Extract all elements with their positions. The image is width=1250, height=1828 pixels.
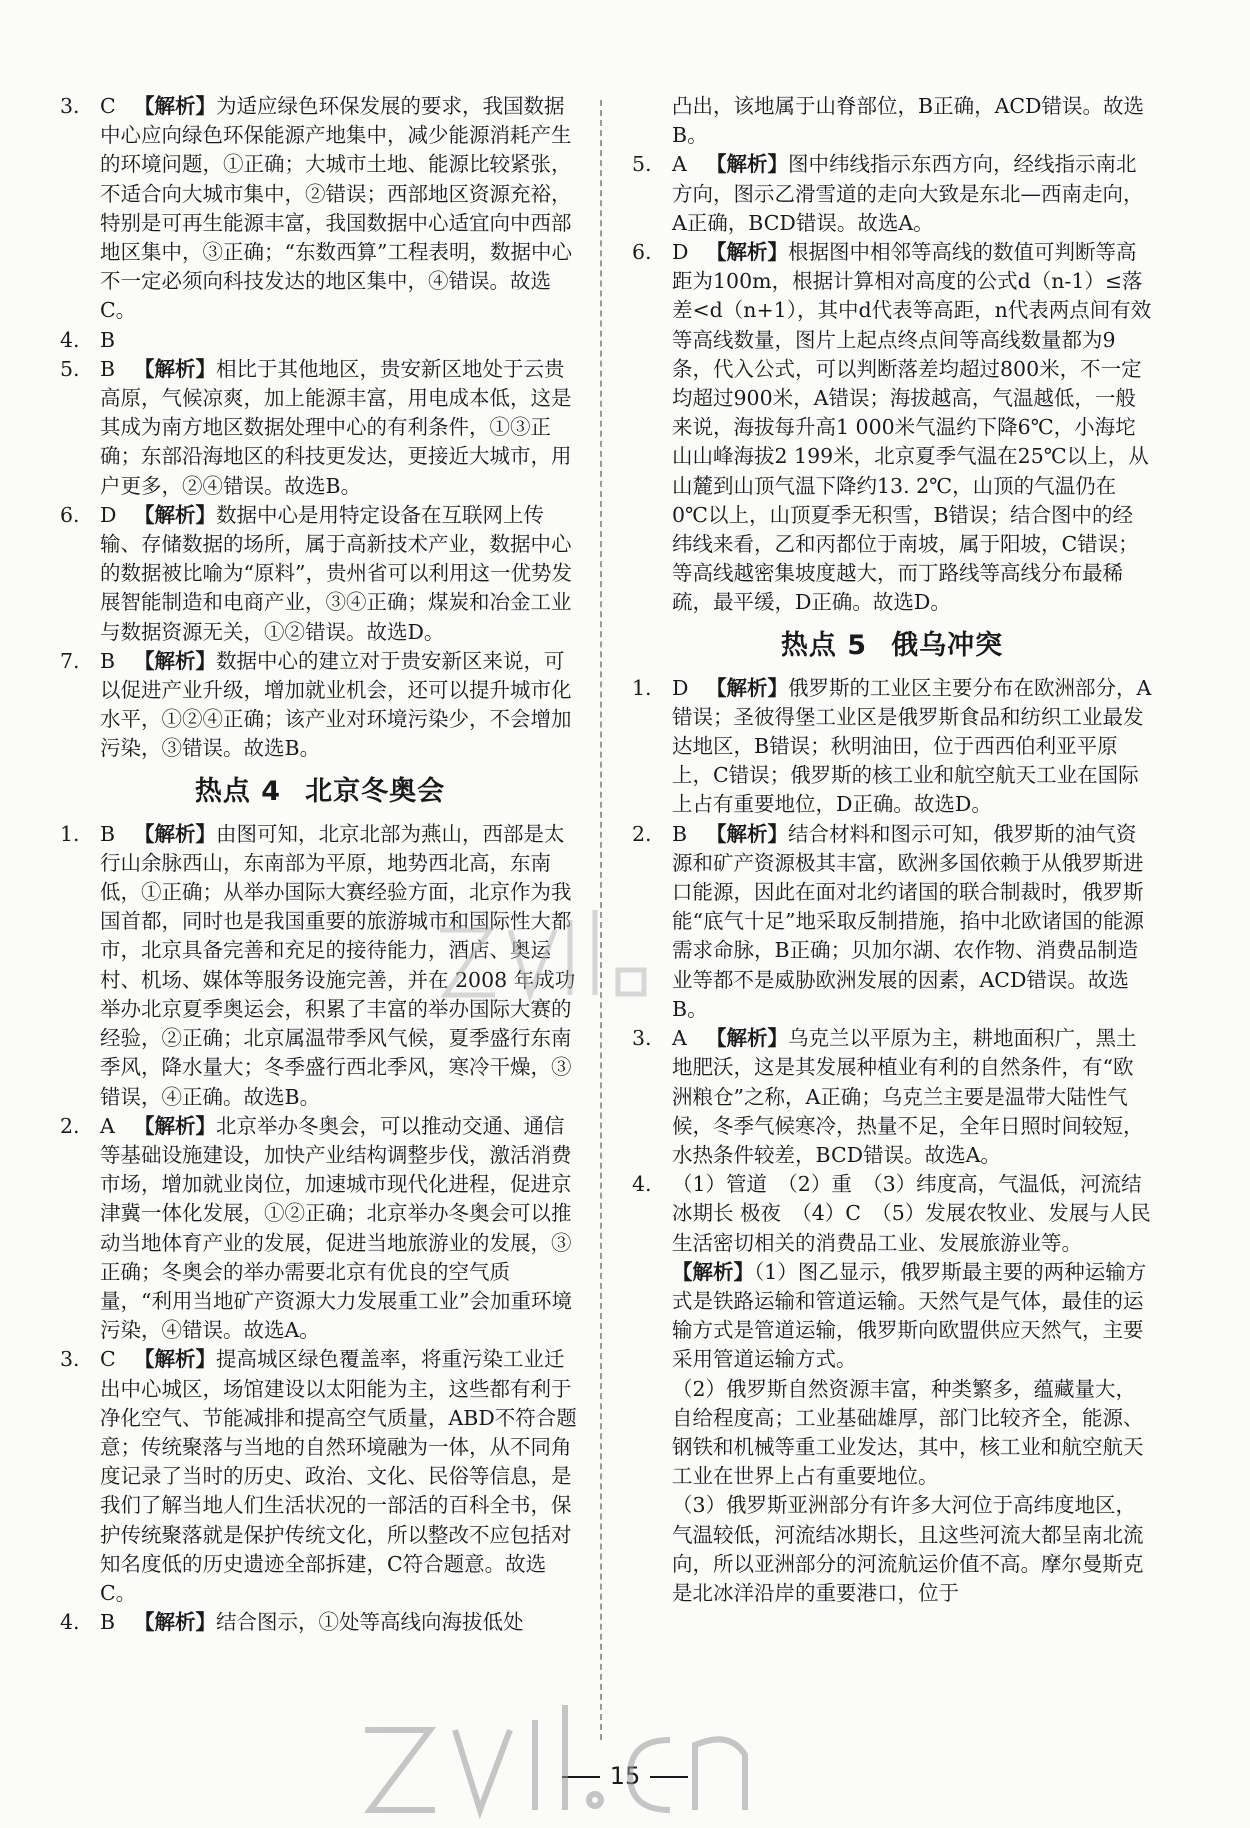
answer-letter: D xyxy=(100,502,117,527)
question-number: 5. xyxy=(60,356,80,381)
answer-item xyxy=(60,1608,580,1637)
question-number: 2. xyxy=(632,821,652,846)
analysis-text: （1）图乙显示，俄罗斯最主要的两种运输方式是铁路运输和管道运输。天然气是气体，最佳的运输方式是管道运输，俄罗斯向欧盟供应天然气，主要采用管道运输方式。 xyxy=(672,1259,1147,1372)
analysis-text: 由图可知，北京北部为燕山，西部是太行山余脉西山，东南部为平原，地势西北高，东南低，①正确；从举办国际大赛经验方面，北京作为我国首都，同时也是我国重要的旅游城市和国际性大都市，北京具备完善和充足的接待能力，酒店、奥运村、机场、媒体等服务设施完善，并在 2008 年成功举办北京夏季奥运会，积累了丰富的举办国际大赛的经验，②正确；北京属温带季风气候，夏季盛行东南季风，降水量大；冬季盛行西北季风，寒冷干燥，③错误，④正确。故选B。 xyxy=(100,821,576,1109)
answer-item xyxy=(60,326,580,355)
answer-letter: B xyxy=(100,327,116,352)
answer-letter: B xyxy=(100,356,116,381)
left-column xyxy=(60,92,580,1637)
watermark-graphic xyxy=(350,1700,770,1820)
analysis-text: （2）俄罗斯自然资源丰富，种类繁多，蕴藏量大，自给程度高；工业基础雄厚，部门比较齐全，能源、钢铁和机械等重工业发达，其中，核工业和航空航天工业在世界上占有重要地位。 xyxy=(672,1376,1144,1489)
analysis-text: 结合图示，①处等高线向海拔低处 xyxy=(216,1610,524,1635)
answer-letter: C xyxy=(100,1347,116,1372)
analysis-tag: 【解析】 xyxy=(706,240,788,265)
analysis-tag: 【解析】 xyxy=(134,1610,216,1635)
answer-letter: A xyxy=(672,152,687,177)
question-number: 7. xyxy=(60,648,80,673)
answer-letter: B xyxy=(100,821,116,846)
answer-letter: B xyxy=(100,1610,116,1635)
analysis-text: 北京举办冬奥会，可以推动交通、通信等基础设施建设，加快产业结构调整步伐，激活消费市场，增加就业岗位，加速城市现代化进程，促进京津冀一体化发展，①②正确；北京举办冬奥会可以推动当地体育产业的发展，促进当地旅游业的发展，③正确；冬奥会的举办需要北京有优良的空气质量，“利用当地矿产资源大力发展重工业”会加重环境污染，④错误。故选A。 xyxy=(100,1113,572,1343)
analysis-tag: 【解析】 xyxy=(672,1259,754,1284)
right-column xyxy=(632,92,1152,1608)
answer-item xyxy=(60,1112,580,1346)
analysis-tag: 【解析】 xyxy=(134,648,216,673)
section-title: 北京冬奥会 xyxy=(305,775,446,807)
analysis-text: 图中纬线指示东西方向，经线指示南北方向，图示乙滑雪道的走向大致是东北—西南走向，A正确，BCD错误。故选A。 xyxy=(672,152,1144,235)
answer-letter: B xyxy=(672,821,688,846)
question-number: 3. xyxy=(632,1026,652,1051)
question-number: 4. xyxy=(632,1172,652,1197)
section-number: 热点 5 xyxy=(780,629,868,661)
question-number: 1. xyxy=(60,821,80,846)
question-number: 4. xyxy=(60,327,80,352)
answer-item xyxy=(632,238,1152,618)
analysis-tag: 【解析】 xyxy=(706,1026,788,1051)
analysis-text: 提高城区绿色覆盖率，将重污染工业迁出中心城区，场馆建设以太阳能为主，这些都有利于净化空气、节能减排和提高空气质量，ABD不符合题意；传统聚落与当地的自然环境融为一体，从不同角度记录了当时的历史、政治、文化、民俗等信息，是我们了解当地人们生活状况的一部活的百科全书，保护传统聚落就是保护传统文化，所以整改不应包括对知名度低的历史遗迹全部拆建，C符合题意。故选C。 xyxy=(100,1347,577,1605)
question-number: 3. xyxy=(60,1347,80,1372)
question-number: 3. xyxy=(60,94,80,118)
analysis-tag: 【解析】 xyxy=(134,1113,216,1138)
analysis-tag: 【解析】 xyxy=(134,821,216,846)
watermark-graphic xyxy=(430,900,660,1030)
answer-item xyxy=(60,647,580,764)
answer-letter: B xyxy=(100,648,116,673)
answer-item xyxy=(632,674,1152,820)
page-number-text: 15 xyxy=(609,1762,641,1790)
answer-letter: D xyxy=(672,675,689,700)
answer-letter: A xyxy=(100,1113,115,1138)
analysis-text: 数据中心的建立对于贵安新区来说，可以促进产业升级，增加就业机会，还可以提升城市化水平，①②④正确；该产业对环境污染少，不会增加污染，③错误。故选B。 xyxy=(100,648,572,761)
answer-item xyxy=(60,92,580,326)
answer-text: （1）管道 （2）重 （3）纬度高，气温低，河流结冰期长 极夜 （4）C （5）发展农牧业、发展与人民生活密切相关的消费品工业、发展旅游业等。 xyxy=(672,1172,1151,1255)
analysis-tag: 【解析】 xyxy=(706,675,788,700)
answer-item xyxy=(632,1024,1152,1170)
question-number: 2. xyxy=(60,1113,80,1138)
section-title: 俄乌冲突 xyxy=(891,629,1004,661)
analysis-text: 结合材料和图示可知，俄罗斯的油气资源和矿产资源极其丰富，欧洲多国依赖于从俄罗斯进口能源，因此在面对北约诸国的联合制裁时，俄罗斯能“底气十足”地采取反制措施，掐中北欧诸国的能源需求命脉，B正确；贝加尔湖、农作物、消费品制造业等都不是威胁欧洲发展的因素，ACD错误。故选B。 xyxy=(672,821,1144,1021)
analysis-tag: 【解析】 xyxy=(134,356,216,381)
answer-item xyxy=(632,820,1152,1024)
analysis-text: 凸出，该地属于山脊部位，B正确，ACD错误。故选B。 xyxy=(672,94,1144,148)
question-number: 1. xyxy=(632,675,652,700)
analysis-text: （3）俄罗斯亚洲部分有许多大河位于高纬度地区，气温较低，河流结冰期长，且这些河流大都呈南北流向，所以亚洲部分的河流航运价值不高。摩尔曼斯克是北冰洋沿岸的重要港口，位于 xyxy=(672,1493,1144,1605)
analysis-text: 俄罗斯的工业区主要分布在欧洲部分，A错误；圣彼得堡工业区是俄罗斯食品和纺织工业最发达地区，B错误；秋明油田，位于西西伯利亚平原上，C错误；俄罗斯的核工业和航空航天工业在国际上占有重要地位，D正确。故选D。 xyxy=(672,675,1152,817)
answer-item xyxy=(60,1345,580,1608)
section-heading xyxy=(632,628,1152,664)
answer-letter: C xyxy=(100,94,116,118)
analysis-tag: 【解析】 xyxy=(134,94,216,118)
question-number: 5. xyxy=(632,152,652,177)
analysis-text: 为适应绿色环保发展的要求，我国数据中心应向绿色环保能源产地集中，减少能源消耗产生的环境问题，①正确；大城市土地、能源比较紧张，不适合向大城市集中，②错误；西部地区资源充裕，特别是可再生能源丰富，我国数据中心适宜向中西部地区集中，③正确；“东数西算”工程表明，数据中心不一定必须向科技发达的地区集中，④错误。故选C。 xyxy=(100,94,572,323)
analysis-tag: 【解析】 xyxy=(706,152,788,177)
analysis-text: 数据中心是用特定设备在互联网上传输、存储数据的场所，属于高新技术产业，数据中心的数据被比喻为“原料”，贵州省可以利用这一优势发展智能制造和电商产业，③④正确；煤炭和冶金工业与数据资源无关，①②错误。故选D。 xyxy=(100,502,572,644)
section-number: 热点 4 xyxy=(194,775,282,807)
analysis-tag: 【解析】 xyxy=(134,1347,216,1372)
answer-item xyxy=(60,501,580,647)
analysis-text: 相比于其他地区，贵安新区地处于云贵高原，气候凉爽，加上能源丰富，用电成本低，这是其成为南方地区数据处理中心的有利条件，①③正确；东部沿海地区的科技更发达，更接近大城市，用户更多，②④错误。故选B。 xyxy=(100,356,572,498)
answer-item xyxy=(632,150,1152,238)
question-number: 4. xyxy=(60,1610,80,1635)
answer-letter: D xyxy=(672,240,689,265)
analysis-tag: 【解析】 xyxy=(134,502,216,527)
question-number: 6. xyxy=(60,502,80,527)
answer-letter: A xyxy=(672,1026,687,1051)
answer-item xyxy=(632,1170,1152,1608)
answer-continuation xyxy=(632,92,1152,150)
section-heading xyxy=(60,774,580,810)
analysis-text: 乌克兰以平原为主，耕地面积广，黑土地肥沃，这是其发展种植业有利的自然条件，有“欧洲粮仓”之称，A正确；乌克兰主要是温带大陆性气候，冬季气候寒冷，热量不足，全年日照时间较短，水热条件较差，BCD错误。故选A。 xyxy=(672,1026,1144,1167)
answer-item xyxy=(60,355,580,501)
analysis-tag: 【解析】 xyxy=(706,821,788,846)
question-number: 6. xyxy=(632,240,652,265)
analysis-text: 根据图中相邻等高线的数值可判断等高距为100m，根据计算相对高度的公式d（n-1）≤落差<d（n+1），其中d代表等高距，n代表两点间有效等高线数量，图片上起点终点间等高线数量都为9条，代入公式，可以判断落差均超过800米，不一定均超过900米，A错误；海拔越高，气温越低，一般来说，海拔每升高1 000米气温约下降6℃，小海坨山山峰海拔2 199米，北京夏季气温在25℃以上，从山麓到山顶气温下降约13. 2℃，山顶的气温仍在0℃以上，山顶夏季无积雪，B错误；结合图中的经纬线来看，乙和丙都位于南坡，属于阳坡，C错误；等高线越密集坡度越大，而丁路线等高线分布最稀疏，最平缓，D正确。故选D。 xyxy=(672,240,1152,615)
